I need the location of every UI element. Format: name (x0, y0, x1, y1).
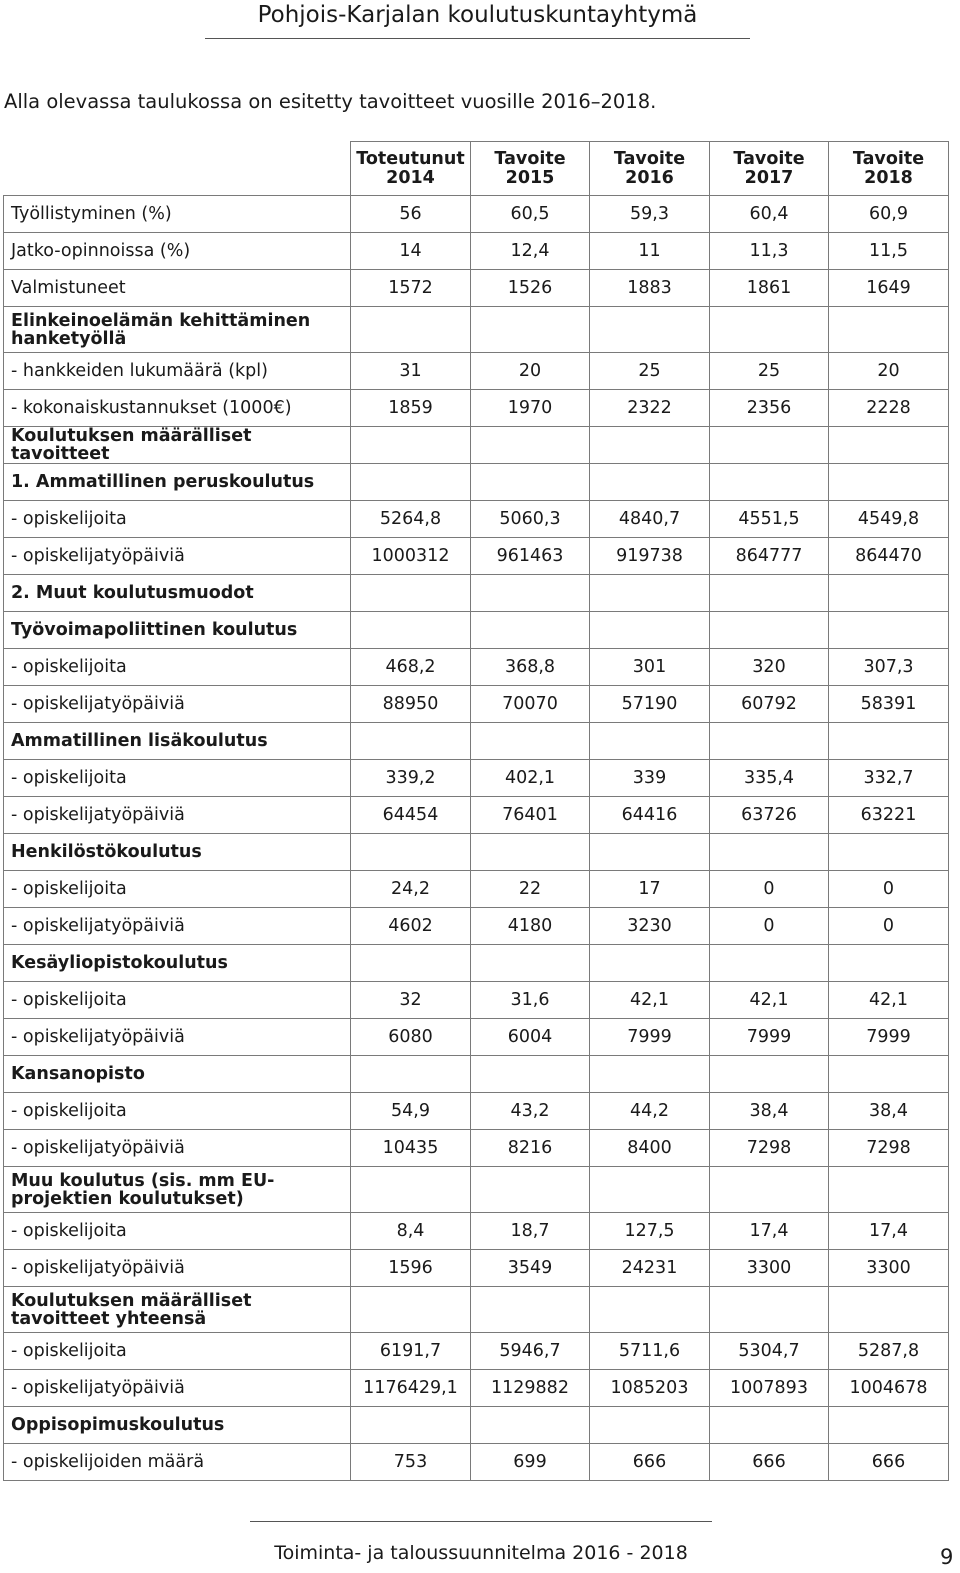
value-cell: 54,9 (351, 1093, 471, 1130)
section-label: Työvoimapoliittinen koulutus (4, 612, 351, 649)
value-cell (590, 945, 710, 982)
value-cell: 7999 (590, 1019, 710, 1056)
value-cell: 1970 (471, 390, 590, 427)
value-cell: 5264,8 (351, 501, 471, 538)
value-cell: 666 (590, 1444, 710, 1481)
value-cell (351, 464, 471, 501)
table-row (4, 1093, 949, 1130)
value-cell: 753 (351, 1444, 471, 1481)
table-row (4, 1167, 949, 1213)
value-cell: 1883 (590, 270, 710, 307)
value-cell: 17 (590, 871, 710, 908)
value-cell: 339 (590, 760, 710, 797)
value-cell: 38,4 (710, 1093, 829, 1130)
table-row (4, 196, 949, 233)
row-label: - opiskelijoita (4, 1333, 351, 1370)
value-cell: 11 (590, 233, 710, 270)
footer-title: Toiminta- ja taloussuunnitelma 2016 - 2018 (274, 1542, 688, 1564)
targets-table (3, 141, 949, 1481)
value-cell: 864470 (829, 538, 949, 575)
table-row (4, 270, 949, 307)
value-cell: 127,5 (590, 1213, 710, 1250)
table-header-row (4, 142, 949, 196)
value-cell (471, 427, 590, 464)
value-cell: 11,3 (710, 233, 829, 270)
value-cell (471, 945, 590, 982)
header-divider (205, 38, 750, 39)
table-row (4, 233, 949, 270)
row-label: - opiskelijatyöpäiviä (4, 686, 351, 723)
section-label: Koulutuksen määrälliset tavoitteet (4, 427, 351, 464)
value-cell: 31 (351, 353, 471, 390)
section-label: Muu koulutus (sis. mm EU-projektien koulutukset) (4, 1167, 351, 1213)
value-cell: 4551,5 (710, 501, 829, 538)
value-cell (590, 307, 710, 353)
row-label: Jatko-opinnoissa (%) (4, 233, 351, 270)
value-cell: 17,4 (829, 1213, 949, 1250)
value-cell (590, 575, 710, 612)
value-cell (829, 575, 949, 612)
value-cell: 3549 (471, 1250, 590, 1287)
value-cell (710, 1407, 829, 1444)
value-cell: 17,4 (710, 1213, 829, 1250)
value-cell: 8216 (471, 1130, 590, 1167)
table-row (4, 353, 949, 390)
value-cell (351, 612, 471, 649)
value-cell (471, 612, 590, 649)
value-cell (590, 1056, 710, 1093)
row-label: - opiskelijatyöpäiviä (4, 908, 351, 945)
value-cell: 4180 (471, 908, 590, 945)
value-cell: 64454 (351, 797, 471, 834)
value-cell (710, 427, 829, 464)
value-cell: 31,6 (471, 982, 590, 1019)
value-cell: 32 (351, 982, 471, 1019)
value-cell: 57190 (590, 686, 710, 723)
value-cell: 1861 (710, 270, 829, 307)
value-cell (710, 575, 829, 612)
row-label: - opiskelijatyöpäiviä (4, 1019, 351, 1056)
value-cell: 7298 (829, 1130, 949, 1167)
value-cell (829, 1287, 949, 1333)
value-cell: 1526 (471, 270, 590, 307)
value-cell (351, 945, 471, 982)
value-cell (590, 427, 710, 464)
row-label: - opiskelijoita (4, 871, 351, 908)
table-row (4, 427, 949, 464)
table-header-empty-cell (4, 142, 351, 196)
value-cell: 70070 (471, 686, 590, 723)
value-cell (590, 1287, 710, 1333)
value-cell: 10435 (351, 1130, 471, 1167)
value-cell (590, 723, 710, 760)
value-cell (829, 307, 949, 353)
value-cell: 332,7 (829, 760, 949, 797)
row-label: - opiskelijoita (4, 649, 351, 686)
value-cell: 25 (710, 353, 829, 390)
table-row (4, 464, 949, 501)
value-cell (471, 464, 590, 501)
value-cell: 2322 (590, 390, 710, 427)
value-cell: 320 (710, 649, 829, 686)
column-header: Toteutunut 2014 (351, 142, 471, 196)
value-cell: 5060,3 (471, 501, 590, 538)
row-label: Valmistuneet (4, 270, 351, 307)
value-cell: 307,3 (829, 649, 949, 686)
value-cell (829, 1056, 949, 1093)
value-cell: 0 (710, 908, 829, 945)
section-label: Oppisopimuskoulutus (4, 1407, 351, 1444)
value-cell (351, 575, 471, 612)
value-cell: 3230 (590, 908, 710, 945)
value-cell: 5946,7 (471, 1333, 590, 1370)
value-cell (351, 1056, 471, 1093)
value-cell (351, 1167, 471, 1213)
value-cell: 42,1 (829, 982, 949, 1019)
value-cell (590, 612, 710, 649)
section-label: Koulutuksen määrälliset tavoitteet yhteensä (4, 1287, 351, 1333)
table-row (4, 1287, 949, 1333)
value-cell: 961463 (471, 538, 590, 575)
value-cell: 0 (829, 871, 949, 908)
footer-divider (250, 1521, 712, 1522)
value-cell: 1000312 (351, 538, 471, 575)
row-label: - opiskelijoiden määrä (4, 1444, 351, 1481)
row-label: - opiskelijatyöpäiviä (4, 1130, 351, 1167)
value-cell (710, 1056, 829, 1093)
value-cell (829, 834, 949, 871)
intro-paragraph: Alla olevassa taulukossa on esitetty tavoitteet vuosille 2016–2018. (4, 90, 657, 113)
value-cell (351, 723, 471, 760)
row-label: - opiskelijoita (4, 760, 351, 797)
value-cell: 864777 (710, 538, 829, 575)
value-cell: 4840,7 (590, 501, 710, 538)
value-cell (351, 834, 471, 871)
value-cell: 60,4 (710, 196, 829, 233)
value-cell (590, 1167, 710, 1213)
section-label: 1. Ammatillinen peruskoulutus (4, 464, 351, 501)
table-body (4, 196, 949, 1481)
value-cell: 43,2 (471, 1093, 590, 1130)
value-cell (710, 307, 829, 353)
value-cell: 1596 (351, 1250, 471, 1287)
value-cell: 63726 (710, 797, 829, 834)
table-row (4, 1444, 949, 1481)
value-cell: 5287,8 (829, 1333, 949, 1370)
row-label: - opiskelijoita (4, 1093, 351, 1130)
table-row (4, 1333, 949, 1370)
value-cell: 12,4 (471, 233, 590, 270)
value-cell: 64416 (590, 797, 710, 834)
value-cell: 5304,7 (710, 1333, 829, 1370)
value-cell: 0 (710, 871, 829, 908)
value-cell: 38,4 (829, 1093, 949, 1130)
value-cell (710, 1167, 829, 1213)
table-row (4, 871, 949, 908)
value-cell: 7999 (829, 1019, 949, 1056)
value-cell: 63221 (829, 797, 949, 834)
value-cell: 60,5 (471, 196, 590, 233)
value-cell: 4549,8 (829, 501, 949, 538)
value-cell: 25 (590, 353, 710, 390)
value-cell: 22 (471, 871, 590, 908)
value-cell (351, 1287, 471, 1333)
value-cell: 6191,7 (351, 1333, 471, 1370)
value-cell: 14 (351, 233, 471, 270)
value-cell: 335,4 (710, 760, 829, 797)
table-row (4, 501, 949, 538)
value-cell: 6080 (351, 1019, 471, 1056)
value-cell: 339,2 (351, 760, 471, 797)
section-label: Elinkeinoelämän kehittäminen hanketyöllä (4, 307, 351, 353)
table-row (4, 1407, 949, 1444)
value-cell: 42,1 (710, 982, 829, 1019)
table-row (4, 686, 949, 723)
section-label: Kansanopisto (4, 1056, 351, 1093)
value-cell: 1572 (351, 270, 471, 307)
value-cell (351, 1407, 471, 1444)
value-cell (710, 945, 829, 982)
value-cell: 468,2 (351, 649, 471, 686)
table-row (4, 1130, 949, 1167)
table-row (4, 908, 949, 945)
row-label: - opiskelijatyöpäiviä (4, 797, 351, 834)
value-cell (471, 1407, 590, 1444)
value-cell: 58391 (829, 686, 949, 723)
column-header: Tavoite 2017 (710, 142, 829, 196)
value-cell (829, 1407, 949, 1444)
table-row (4, 723, 949, 760)
row-label: - opiskelijatyöpäiviä (4, 538, 351, 575)
value-cell: 1085203 (590, 1370, 710, 1407)
value-cell: 1649 (829, 270, 949, 307)
value-cell: 42,1 (590, 982, 710, 1019)
column-header: Tavoite 2016 (590, 142, 710, 196)
value-cell: 60792 (710, 686, 829, 723)
value-cell: 24231 (590, 1250, 710, 1287)
value-cell (590, 464, 710, 501)
value-cell: 1129882 (471, 1370, 590, 1407)
value-cell: 20 (471, 353, 590, 390)
value-cell: 402,1 (471, 760, 590, 797)
table-row (4, 1250, 949, 1287)
column-header: Tavoite 2018 (829, 142, 949, 196)
table-row (4, 1056, 949, 1093)
value-cell (471, 834, 590, 871)
page-number: 9 (940, 1545, 954, 1569)
value-cell: 18,7 (471, 1213, 590, 1250)
value-cell (710, 1287, 829, 1333)
table-row (4, 797, 949, 834)
value-cell: 2228 (829, 390, 949, 427)
table-row (4, 307, 949, 353)
value-cell (471, 1056, 590, 1093)
value-cell (829, 723, 949, 760)
row-label: - opiskelijoita (4, 501, 351, 538)
value-cell: 4602 (351, 908, 471, 945)
table-row (4, 390, 949, 427)
value-cell: 3300 (829, 1250, 949, 1287)
value-cell: 8400 (590, 1130, 710, 1167)
section-label: 2. Muut koulutusmuodot (4, 575, 351, 612)
value-cell: 666 (829, 1444, 949, 1481)
value-cell (471, 723, 590, 760)
value-cell: 368,8 (471, 649, 590, 686)
value-cell (471, 575, 590, 612)
row-label: - opiskelijatyöpäiviä (4, 1250, 351, 1287)
value-cell (710, 464, 829, 501)
column-header: Tavoite 2015 (471, 142, 590, 196)
value-cell: 1007893 (710, 1370, 829, 1407)
value-cell: 60,9 (829, 196, 949, 233)
section-label: Ammatillinen lisäkoulutus (4, 723, 351, 760)
value-cell (710, 612, 829, 649)
value-cell: 3300 (710, 1250, 829, 1287)
value-cell (471, 307, 590, 353)
value-cell (351, 307, 471, 353)
value-cell (471, 1287, 590, 1333)
value-cell (590, 1407, 710, 1444)
value-cell: 1004678 (829, 1370, 949, 1407)
value-cell: 20 (829, 353, 949, 390)
value-cell: 5711,6 (590, 1333, 710, 1370)
value-cell: 59,3 (590, 196, 710, 233)
value-cell: 301 (590, 649, 710, 686)
value-cell: 6004 (471, 1019, 590, 1056)
value-cell (829, 612, 949, 649)
value-cell (829, 1167, 949, 1213)
value-cell (710, 723, 829, 760)
table-row (4, 1370, 949, 1407)
table-row (4, 1019, 949, 1056)
value-cell (829, 945, 949, 982)
value-cell: 919738 (590, 538, 710, 575)
value-cell: 1859 (351, 390, 471, 427)
value-cell: 56 (351, 196, 471, 233)
table-row (4, 1213, 949, 1250)
row-label: Työllistyminen (%) (4, 196, 351, 233)
table-row (4, 834, 949, 871)
value-cell: 24,2 (351, 871, 471, 908)
table-row (4, 649, 949, 686)
value-cell (471, 1167, 590, 1213)
value-cell (829, 464, 949, 501)
row-label: - opiskelijoita (4, 982, 351, 1019)
value-cell: 666 (710, 1444, 829, 1481)
value-cell: 699 (471, 1444, 590, 1481)
value-cell (829, 427, 949, 464)
value-cell: 8,4 (351, 1213, 471, 1250)
value-cell: 1176429,1 (351, 1370, 471, 1407)
table-row (4, 538, 949, 575)
document-header-title: Pohjois-Karjalan koulutuskuntayhtymä (257, 2, 698, 28)
value-cell: 2356 (710, 390, 829, 427)
value-cell: 0 (829, 908, 949, 945)
section-label: Henkilöstökoulutus (4, 834, 351, 871)
row-label: - opiskelijoita (4, 1213, 351, 1250)
value-cell: 88950 (351, 686, 471, 723)
value-cell: 7999 (710, 1019, 829, 1056)
value-cell: 76401 (471, 797, 590, 834)
table-row (4, 945, 949, 982)
table-row (4, 760, 949, 797)
row-label: - kokonaiskustannukset (1000€) (4, 390, 351, 427)
table-row (4, 982, 949, 1019)
row-label: - opiskelijatyöpäiviä (4, 1370, 351, 1407)
row-label: - hankkeiden lukumäärä (kpl) (4, 353, 351, 390)
value-cell (351, 427, 471, 464)
section-label: Kesäyliopistokoulutus (4, 945, 351, 982)
value-cell (590, 834, 710, 871)
value-cell (710, 834, 829, 871)
value-cell: 44,2 (590, 1093, 710, 1130)
table-row (4, 612, 949, 649)
table-row (4, 575, 949, 612)
value-cell: 7298 (710, 1130, 829, 1167)
value-cell: 11,5 (829, 233, 949, 270)
